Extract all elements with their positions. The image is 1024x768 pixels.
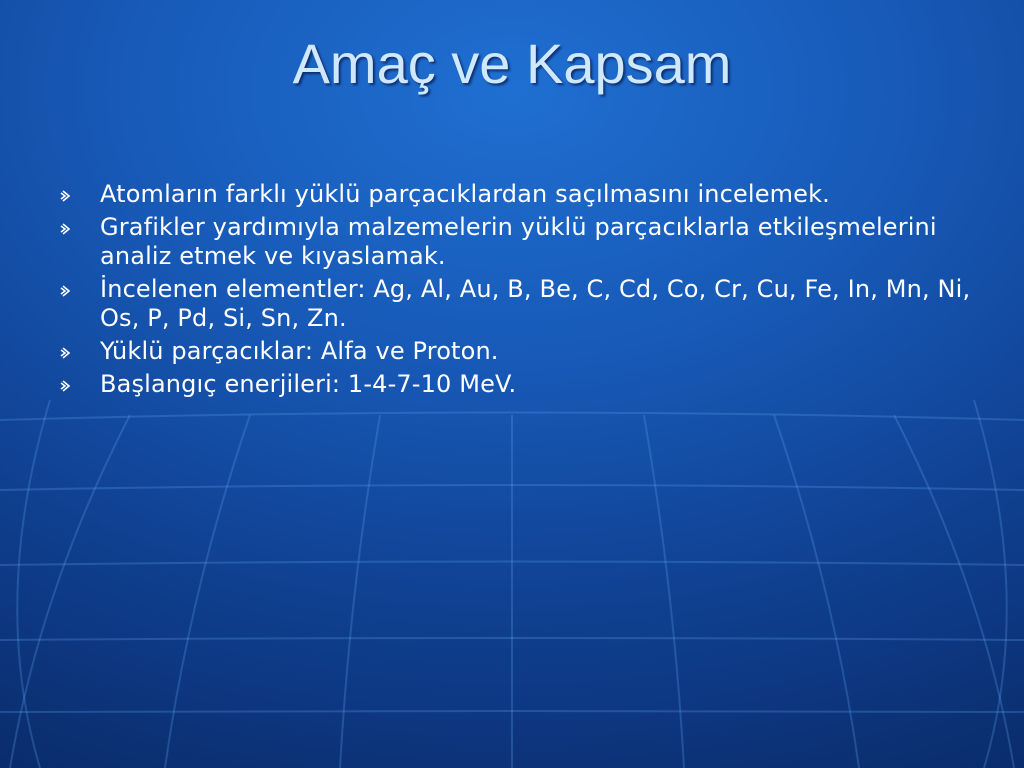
chevron-right-arrow-icon: [60, 223, 74, 235]
bullet-text: İncelenen elementler: Ag, Al, Au, B, Be, C, Cd, Co, Cr, Cu, Fe, In, Mn, Ni, Os, P, Pd, Si, Sn, Zn.: [100, 275, 971, 332]
bullet-item: [60, 213, 1010, 271]
bullet-item: [60, 180, 1010, 209]
bullet-text: Grafikler yardımıyla malzemelerin yüklü parçacıklarla etkileşmelerini analiz etmek ve kıyaslamak.: [100, 213, 937, 270]
slide-title: Amaç ve Kapsam: [292, 32, 732, 95]
bullet-list: [60, 180, 1010, 403]
bullet-text: Yüklü parçacıklar: Alfa ve Proton.: [100, 337, 499, 365]
chevron-right-arrow-icon: [60, 347, 74, 359]
bullet-text: Atomların farklı yüklü parçacıklardan saçılmasını incelemek.: [100, 180, 830, 208]
chevron-right-arrow-icon: [60, 190, 74, 202]
bullet-item: [60, 370, 1010, 399]
bullet-item: [60, 337, 1010, 366]
bullet-text: Başlangıç enerjileri: 1-4-7-10 MeV.: [100, 370, 517, 398]
chevron-right-arrow-icon: [60, 285, 74, 297]
chevron-right-arrow-icon: [60, 380, 74, 392]
bullet-item: [60, 275, 1010, 333]
